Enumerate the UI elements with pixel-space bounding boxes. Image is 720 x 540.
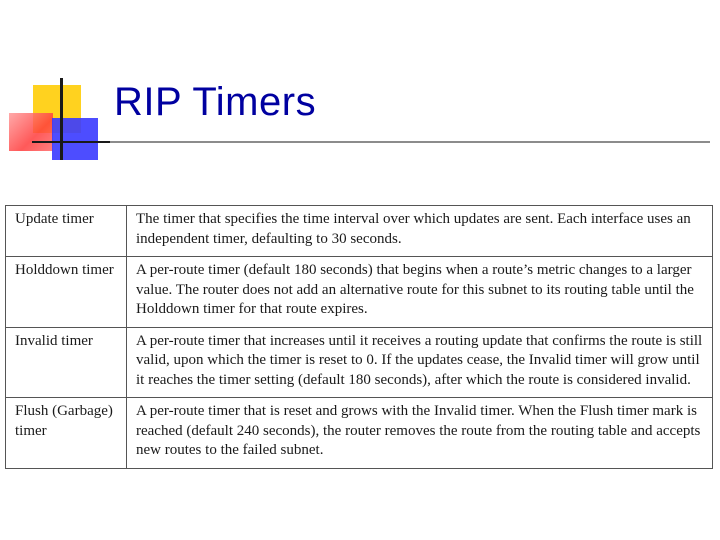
timer-name: Flush (Garbage) timer <box>6 398 127 469</box>
logo-blue-square <box>52 118 98 160</box>
table-row <box>6 206 713 257</box>
slide-title: RIP Timers <box>114 80 317 124</box>
timers-table <box>5 205 713 469</box>
timer-name: Invalid timer <box>6 327 127 398</box>
table-row <box>6 327 713 398</box>
timer-description: The timer that specifies the time interval over which updates are sent. Each interface uses an independent timer, defaulting to 30 seconds. <box>127 206 713 257</box>
logo-red-square <box>9 113 53 151</box>
logo-horizontal-line <box>32 141 110 143</box>
timer-description: A per-route timer that increases until it receives a routing update that confirms the route is still valid, upon which the timer is reset to 0. If the updates cease, the Invalid timer will grow until it reaches the timer setting (default 180 seconds), after which the route is considered invalid. <box>127 327 713 398</box>
timer-name: Update timer <box>6 206 127 257</box>
timer-description: A per-route timer (default 180 seconds) that begins when a route’s metric changes to a larger value. The router does not add an alternative route for this subnet to its routing table until the Holddown timer for that route expires. <box>127 257 713 328</box>
logo-vertical-line <box>60 78 63 160</box>
title-underline <box>110 141 710 143</box>
table-row <box>6 398 713 469</box>
decorative-logo <box>0 0 120 170</box>
timer-name: Holddown timer <box>6 257 127 328</box>
table-row <box>6 257 713 328</box>
timer-description: A per-route timer that is reset and grows with the Invalid timer. When the Flush timer mark is reached (default 240 seconds), the router removes the route from the routing table and accepts new routes to the failed subnet. <box>127 398 713 469</box>
